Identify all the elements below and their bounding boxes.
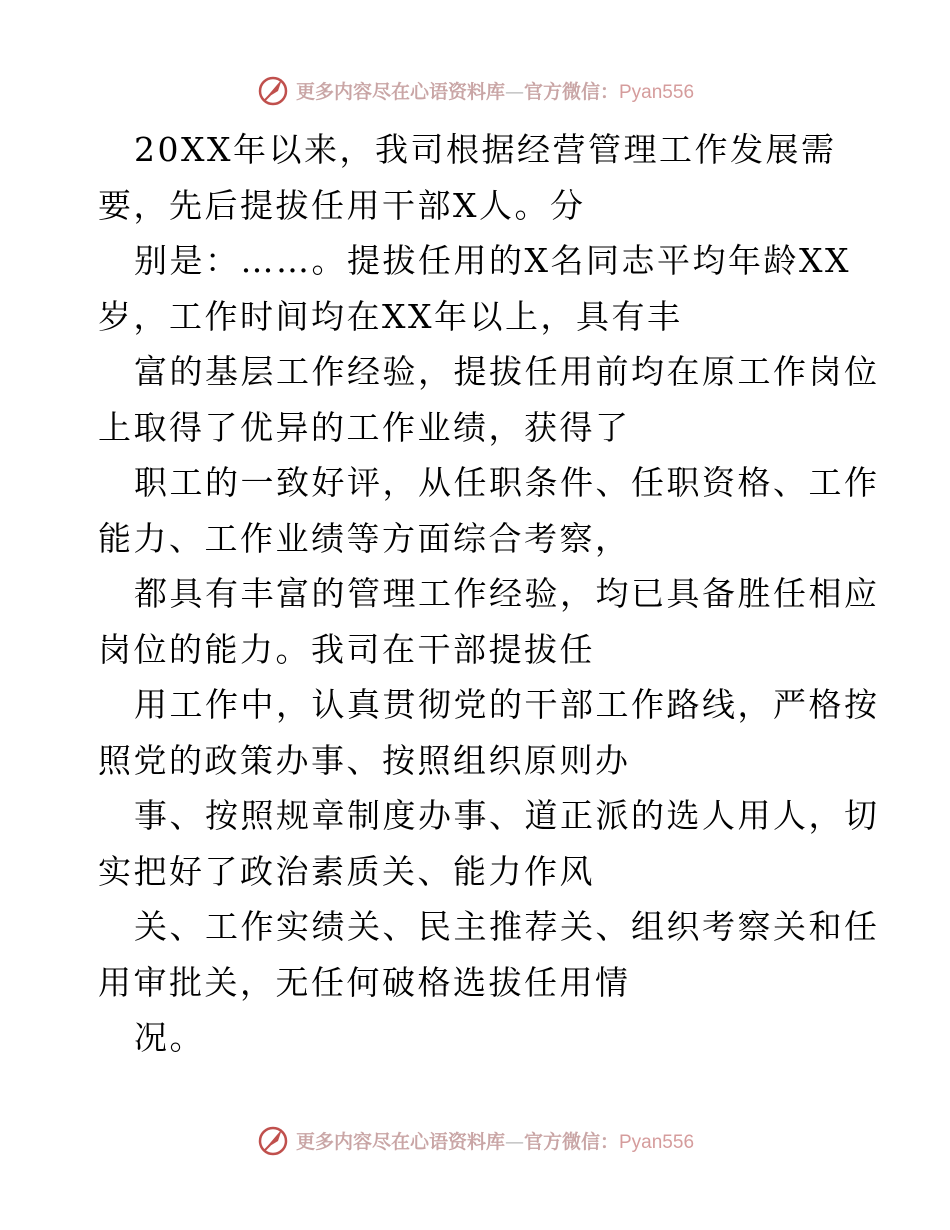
watermark-text: 更多内容尽在心语资料库—官方微信：Pyan556: [295, 1130, 695, 1153]
text-line: 要，先后提拔任用干部X人。分: [98, 185, 586, 225]
text-line: 照党的政策办事、按照组织原则办: [98, 740, 631, 780]
text-line: 关、工作实绩关、民主推荐关、组织考察关和任: [134, 907, 880, 946]
text-line: 能力、工作业绩等方面综合考察，: [98, 518, 631, 558]
text-line: 事、按照规章制度办事、道正派的选人用人，切: [134, 796, 880, 835]
text-line: 况。: [134, 1018, 205, 1057]
text-line: 上取得了优异的工作业绩，获得了: [98, 407, 631, 447]
watermark-text: 更多内容尽在心语资料库—官方微信：Pyan556: [295, 80, 695, 103]
text-line: 都具有丰富的管理工作经验，均已具备胜任相应: [134, 574, 880, 613]
text-line: 用工作中，认真贯彻党的干部工作路线，严格按: [134, 685, 880, 724]
text-line: 20XX年以来，我司根据经营管理工作发展需: [134, 130, 837, 169]
header-watermark: [0, 70, 950, 110]
text-line: 岁，工作时间均在XX年以上，具有丰: [98, 296, 683, 336]
text-line: 用审批关，无任何破格选拔任用情: [98, 962, 631, 1002]
text-line: 别是：……。提拔任用的X名同志平均年龄XX: [134, 241, 851, 280]
document-body: [98, 122, 880, 1066]
quill-logo-icon: [256, 73, 290, 107]
quill-logo-icon: [256, 1123, 290, 1157]
footer-watermark: [0, 1120, 950, 1160]
text-line: 富的基层工作经验，提拔任用前均在原工作岗位: [134, 352, 880, 391]
text-line: 职工的一致好评，从任职条件、任职资格、工作: [134, 463, 880, 502]
text-line: 岗位的能力。我司在干部提拔任: [98, 629, 595, 669]
text-line: 实把好了政治素质关、能力作风: [98, 851, 595, 891]
